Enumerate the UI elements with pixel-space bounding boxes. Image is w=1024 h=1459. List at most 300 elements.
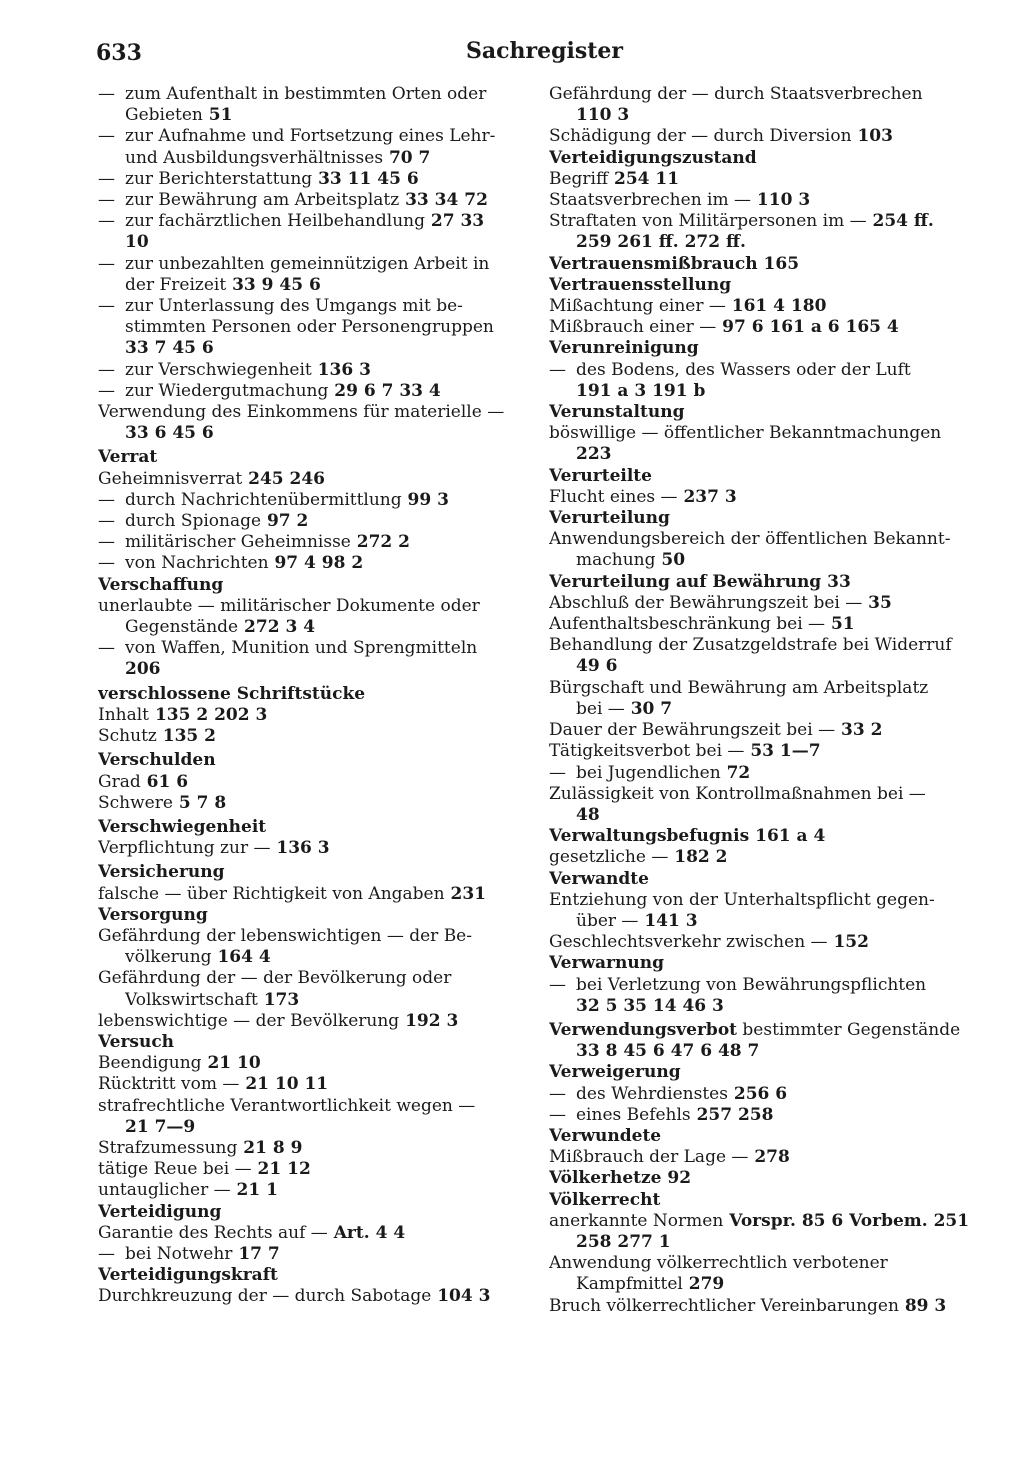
index-entry <box>549 996 977 1017</box>
heading-text: Verurteilte <box>549 465 652 486</box>
page-reference: 21 10 <box>201 1053 261 1074</box>
dash-marker: — <box>98 511 115 532</box>
dash-marker: — <box>98 84 115 104</box>
index-subentry <box>549 763 977 784</box>
entry-text: zum Aufenthalt in bestimmten Orten oder <box>125 84 487 104</box>
heading-text: Vertrauensstellung <box>549 274 732 295</box>
index-entry <box>549 317 977 338</box>
page-reference: 21 10 11 <box>239 1074 329 1095</box>
index-subentry <box>549 1084 977 1105</box>
heading-text: Verwendungsverbot <box>549 1019 738 1040</box>
index-entry <box>549 550 977 571</box>
entry-text: Rücktritt vom — <box>98 1074 240 1095</box>
page-reference: Art. 4 4 <box>327 1222 406 1243</box>
page-reference: 278 <box>748 1147 790 1168</box>
entry-text: Tätigkeitsverbot bei — <box>549 741 745 762</box>
dash-marker: — <box>98 253 115 274</box>
index-heading <box>98 817 520 838</box>
entry-text: Schwere <box>98 792 173 813</box>
index-entry <box>98 1159 520 1180</box>
entry-text: zur Unterlassung des Umgangs mit be- <box>125 296 463 317</box>
index-heading <box>98 1265 520 1286</box>
entry-text: völkerung <box>125 947 212 968</box>
index-entry <box>549 656 977 677</box>
heading-text: Verwaltungsbefugnis <box>549 826 750 847</box>
index-subentry <box>98 126 520 147</box>
page-reference: 97 6 161 a 6 165 4 <box>716 317 899 338</box>
page-reference: 164 4 <box>211 947 271 968</box>
page-reference: 135 2 <box>156 726 217 747</box>
heading-text: Vertrauensmißbrauch <box>549 253 758 274</box>
entry-text: Kampfmittel <box>576 1274 683 1295</box>
index-heading <box>549 402 977 423</box>
entry-text: unerlaubte — militärischer Dokumente oder <box>98 595 480 616</box>
page-reference: 136 3 <box>311 359 371 380</box>
page-reference: 279 <box>682 1274 725 1295</box>
heading-text: Verteidigung <box>98 1201 222 1222</box>
index-entry <box>98 1011 520 1032</box>
index-entry <box>549 487 977 508</box>
index-column-right <box>549 84 977 1317</box>
entry-text: Aufenthaltsbeschränkung bei — <box>549 614 826 635</box>
index-heading <box>549 1062 977 1083</box>
index-entry <box>98 275 520 296</box>
page-reference: 72 <box>720 762 751 783</box>
index-heading <box>549 1168 977 1189</box>
heading-text: Verwarnung <box>549 953 664 974</box>
index-subentry <box>98 84 520 105</box>
dash-marker: — <box>549 762 566 783</box>
page-reference: 104 3 <box>431 1286 491 1307</box>
index-entry <box>549 381 977 402</box>
entry-text: Straftaten von Militärpersonen im — <box>549 211 867 232</box>
index-subentry <box>98 532 520 553</box>
index-heading <box>549 466 977 487</box>
page-reference: 33 2 <box>835 720 883 741</box>
heading-text: Verrat <box>98 447 158 468</box>
page-reference: 30 7 <box>624 698 673 719</box>
entry-text: Beendigung <box>98 1053 202 1074</box>
page-reference: 192 3 <box>399 1010 459 1031</box>
entry-text: Garantie des Rechts auf — <box>98 1222 328 1243</box>
entry-text: und Ausbildungsverhältnisses <box>125 147 384 168</box>
entry-text: bestimmter Gegenstände <box>737 1019 961 1040</box>
index-subentry <box>98 360 520 381</box>
index-heading <box>98 862 520 883</box>
entry-text: Schutz <box>98 726 157 747</box>
entry-text: Gefährdung der lebenswichtigen — der Be- <box>98 925 472 946</box>
dash-marker: — <box>98 489 115 510</box>
dash-marker: — <box>98 638 115 659</box>
index-entry <box>98 1223 520 1244</box>
index-entry <box>549 1211 977 1232</box>
page-reference: 29 6 7 33 4 <box>328 380 441 401</box>
entry-text: Begriff <box>549 168 609 189</box>
entry-text: Gefährdung der — der Bevölkerung oder <box>98 968 452 989</box>
entry-text: untauglicher — <box>98 1180 231 1201</box>
index-entry <box>549 232 977 253</box>
heading-text: Völkerrecht <box>549 1189 661 1210</box>
index-entry <box>98 793 520 814</box>
entry-text: Bürgschaft und Bewährung am Arbeitsplatz <box>549 677 929 698</box>
index-entry <box>98 317 520 338</box>
index-entry <box>98 968 520 989</box>
page-reference: 33 11 45 6 <box>312 168 419 189</box>
entry-text: zur Bewährung am Arbeitsplatz <box>125 190 400 211</box>
index-entry <box>549 847 977 868</box>
page-reference: 256 6 <box>727 1083 788 1104</box>
page-reference: 89 3 <box>898 1295 947 1316</box>
index-entry <box>549 890 977 911</box>
index-entry <box>98 1286 520 1307</box>
entry-text: stimmten Personen oder Personengruppen <box>125 317 494 338</box>
index-heading <box>549 275 977 296</box>
dash-marker: — <box>98 211 115 232</box>
page-reference: 254 ff. <box>866 211 934 232</box>
entry-text: von Waffen, Munition und Sprengmitteln <box>125 638 478 659</box>
index-entry <box>98 990 520 1011</box>
index-subentry <box>549 975 977 996</box>
page-reference: 272 3 4 <box>238 617 316 638</box>
index-entry <box>549 805 977 826</box>
dash-marker: — <box>98 168 115 189</box>
entry-text: böswillige — öffentlicher Bekanntmachungen <box>549 423 942 444</box>
page-reference: 32 5 35 14 46 3 <box>576 995 724 1016</box>
index-entry <box>549 1274 977 1295</box>
entry-text: zur fachärztlichen Heilbehandlung <box>125 211 425 232</box>
index-entry <box>98 1180 520 1201</box>
index-subentry <box>98 211 520 232</box>
page-reference: 141 3 <box>638 910 698 931</box>
entry-text: strafrechtliche Verantwortlichkeit wegen — <box>98 1095 476 1116</box>
index-heading <box>98 1032 520 1053</box>
page-reference: 110 3 <box>751 190 811 211</box>
index-entry <box>549 444 977 465</box>
page-reference: 53 1—7 <box>744 741 821 762</box>
page-reference: 21 12 <box>251 1159 311 1180</box>
entry-text: Grad <box>98 771 141 792</box>
index-entry <box>549 593 977 614</box>
heading-text: Verschwiegenheit <box>98 816 267 837</box>
index-entry <box>98 338 520 359</box>
index-entry <box>549 720 977 741</box>
entry-text: Verpflichtung zur — <box>98 838 271 859</box>
index-entry <box>549 169 977 190</box>
dash-marker: — <box>549 1083 566 1104</box>
index-entry <box>98 838 520 859</box>
index-entry <box>98 148 520 169</box>
entry-text: Gegenstände <box>125 617 239 638</box>
entry-text: Volkswirtschaft <box>125 989 258 1010</box>
page-reference: 161 4 180 <box>725 296 827 317</box>
page-reference: 70 7 <box>383 147 431 168</box>
entry-text: zur Wiedergutmachung <box>125 380 329 401</box>
index-entry <box>98 1117 520 1138</box>
entry-text: von Nachrichten <box>125 553 269 574</box>
dash-marker: — <box>549 974 566 995</box>
page-reference: 152 <box>827 932 869 953</box>
page-reference: 5 7 8 <box>172 792 227 813</box>
entry-text: bei Notwehr <box>125 1243 233 1264</box>
page-reference: 257 258 <box>690 1104 774 1125</box>
entry-text: Bruch völkerrechtlicher Vereinbarungen <box>549 1295 899 1316</box>
entry-text: des Bodens, des Wassers oder der Luft <box>576 359 911 380</box>
index-heading <box>98 447 520 468</box>
index-subentry <box>98 553 520 574</box>
heading-text: Versorgung <box>98 904 208 925</box>
heading-text: Verwundete <box>549 1125 662 1146</box>
heading-text: Verurteilung <box>549 508 670 529</box>
index-entry <box>98 617 520 638</box>
dash-marker: — <box>98 126 115 147</box>
entry-text: über — <box>576 910 639 931</box>
page-reference: 237 3 <box>677 486 737 507</box>
index-subentry <box>98 381 520 402</box>
index-entry <box>98 596 520 617</box>
index-entry <box>549 741 977 762</box>
index-subentry <box>549 1105 977 1126</box>
page-reference: 191 a 3 191 b <box>576 380 706 401</box>
page-reference: 35 <box>862 592 892 613</box>
entry-text: Geschlechtsverkehr zwischen — <box>549 932 828 953</box>
entry-text: Anwendung völkerrechtlich verbotener <box>549 1253 888 1274</box>
dash-marker: — <box>549 1104 566 1125</box>
page-reference: 33 9 45 6 <box>226 274 321 295</box>
entry-text: eines Befehls <box>576 1104 691 1125</box>
entry-text: Schädigung der — durch Diversion <box>549 126 852 147</box>
entry-text: Behandlung der Zusatzgeldstrafe bei Widerruf <box>549 635 952 656</box>
index-entry <box>98 402 520 423</box>
page-reference: 33 6 45 6 <box>125 423 214 444</box>
entry-text: Mißachtung einer — <box>549 296 726 317</box>
index-entry <box>98 232 520 253</box>
dash-marker: — <box>98 296 115 317</box>
index-entry <box>98 423 520 444</box>
heading-text: Verschulden <box>98 750 216 771</box>
page-reference: 206 <box>125 659 161 680</box>
heading-text: Verwandte <box>549 868 649 889</box>
index-heading <box>98 1202 520 1223</box>
index-entry <box>549 105 977 126</box>
index-heading <box>549 1126 977 1147</box>
index-entry <box>98 926 520 947</box>
entry-text: falsche — über Richtigkeit von Angaben <box>98 883 445 904</box>
dash-marker: — <box>98 553 115 574</box>
index-entry <box>98 705 520 726</box>
entry-text: Strafzumessung <box>98 1137 238 1158</box>
index-heading <box>98 750 520 771</box>
page-reference: 50 <box>655 550 686 571</box>
heading-text: Völkerhetze <box>549 1168 662 1189</box>
index-entry <box>549 699 977 720</box>
page-reference: 165 <box>757 253 800 274</box>
page-reference: 99 3 <box>401 489 449 510</box>
dash-marker: — <box>98 532 115 553</box>
heading-text: Versuch <box>98 1031 175 1052</box>
index-entry <box>98 772 520 793</box>
page-reference: 10 <box>125 232 149 253</box>
entry-text: Flucht eines — <box>549 486 678 507</box>
index-subentry <box>98 169 520 190</box>
entry-text: Abschluß der Bewährungszeit bei — <box>549 592 863 613</box>
index-entry <box>98 947 520 968</box>
dash-marker: — <box>549 359 566 380</box>
index-entry <box>549 211 977 232</box>
page-reference: 135 2 202 3 <box>149 704 268 725</box>
page-reference: Vorspr. 85 6 Vorbem. 251 <box>723 1210 970 1231</box>
page-reference: 259 261 ff. 272 ff. <box>576 232 746 253</box>
index-entry <box>549 423 977 444</box>
entry-text: Geheimnisverrat <box>98 468 243 489</box>
page-reference: 17 7 <box>232 1243 280 1264</box>
page-reference: 223 <box>576 444 612 465</box>
heading-text: Verweigerung <box>549 1062 681 1083</box>
index-heading <box>98 575 520 596</box>
entry-text: machung <box>576 550 656 571</box>
index-heading <box>549 254 977 275</box>
heading-text: Verunstaltung <box>549 402 685 423</box>
entry-text: des Wehrdienstes <box>576 1083 728 1104</box>
heading-text: Verschaffung <box>98 574 224 595</box>
page-reference: 27 33 <box>424 211 485 232</box>
entry-text: zur unbezahlten gemeinnützigen Arbeit in <box>125 253 490 274</box>
page-number: 633 <box>96 40 142 66</box>
page-reference: 110 3 <box>576 105 630 126</box>
page-reference: 51 <box>202 105 233 126</box>
page-reference: 48 <box>576 804 600 825</box>
index-column-left <box>98 84 520 1308</box>
entry-text: bei — <box>576 698 625 719</box>
index-subentry <box>549 360 977 381</box>
heading-text: Verteidigungszustand <box>549 147 757 168</box>
entry-text: Inhalt <box>98 704 150 725</box>
page-reference: 61 6 <box>140 771 189 792</box>
index-subentry <box>98 296 520 317</box>
page-reference: 33 34 72 <box>399 190 488 211</box>
page-reference: 92 <box>661 1168 692 1189</box>
entry-text: Entziehung von der Unterhaltspflicht gegen- <box>549 889 935 910</box>
entry-text: Verwendung des Einkommens für materielle — <box>98 402 505 423</box>
heading-text: Verurteilung auf Bewährung <box>549 571 822 592</box>
index-subentry <box>98 190 520 211</box>
page-reference: 254 11 <box>608 168 680 189</box>
entry-text: zur Berichterstattung <box>125 168 313 189</box>
page-reference: 51 <box>825 614 855 635</box>
page-reference: 21 7—9 <box>125 1116 196 1137</box>
entry-text: Durchkreuzung der — durch Sabotage <box>98 1286 432 1307</box>
index-heading <box>549 508 977 529</box>
index-entry <box>549 1041 977 1062</box>
entry-text: zur Aufnahme und Fortsetzung eines Lehr- <box>125 126 496 147</box>
page-reference: 33 7 45 6 <box>125 338 214 359</box>
page-reference: 245 246 <box>242 468 326 489</box>
heading-text: Verteidigungskraft <box>98 1265 278 1286</box>
index-entry <box>98 726 520 747</box>
index-heading <box>549 572 977 593</box>
entry-text: der Freizeit <box>125 274 227 295</box>
index-heading <box>549 148 977 169</box>
index-entry <box>549 911 977 932</box>
page-reference: 231 <box>444 883 486 904</box>
index-heading <box>98 905 520 926</box>
index-entry <box>98 469 520 490</box>
index-heading <box>549 1190 977 1211</box>
index-entry <box>98 884 520 905</box>
index-entry <box>98 1138 520 1159</box>
heading-text: verschlossene Schriftstücke <box>98 683 366 704</box>
entry-text: Gebieten <box>125 105 203 126</box>
entry-text: Zulässigkeit von Kontrollmaßnahmen bei — <box>549 783 926 804</box>
dash-marker: — <box>98 1243 115 1264</box>
index-heading <box>98 684 520 705</box>
index-heading <box>549 953 977 974</box>
page-title: Sachregister <box>466 38 623 64</box>
index-subentry <box>98 1244 520 1265</box>
index-heading <box>549 869 977 890</box>
index-entry <box>549 190 977 211</box>
index-heading <box>549 338 977 359</box>
page-reference: 33 <box>821 571 851 592</box>
index-entry <box>549 126 977 147</box>
entry-text: durch Spionage <box>125 511 262 532</box>
entry-text: militärischer Geheimnisse <box>125 532 351 553</box>
page-reference: 272 2 <box>350 532 411 553</box>
index-heading <box>549 1020 977 1041</box>
entry-text: bei Jugendlichen <box>576 762 721 783</box>
index-entry <box>549 614 977 635</box>
index-heading <box>549 826 977 847</box>
entry-text: Dauer der Bewährungszeit bei — <box>549 720 836 741</box>
index-subentry <box>98 254 520 275</box>
entry-text: lebenswichtige — der Bevölkerung <box>98 1010 400 1031</box>
dash-marker: — <box>98 380 115 401</box>
heading-text: Verunreinigung <box>549 338 699 359</box>
index-subentry <box>98 638 520 659</box>
index-entry <box>98 105 520 126</box>
index-entry <box>98 659 520 680</box>
page-reference: 103 <box>851 126 893 147</box>
index-subentry <box>98 511 520 532</box>
entry-text: gesetzliche — <box>549 847 669 868</box>
page-reference: 97 4 98 2 <box>268 553 364 574</box>
entry-text: Anwendungsbereich der öffentlichen Bekannt- <box>549 529 951 550</box>
entry-text: anerkannte Normen <box>549 1210 724 1231</box>
entry-text: bei Verletzung von Bewährungspflichten <box>576 974 927 995</box>
index-entry <box>549 1147 977 1168</box>
page-reference: 21 1 <box>230 1180 278 1201</box>
page-reference: 21 8 9 <box>237 1137 303 1158</box>
index-entry <box>549 784 977 805</box>
entry-text: zur Verschwiegenheit <box>125 359 312 380</box>
page-reference: 136 3 <box>270 838 330 859</box>
index-entry <box>549 529 977 550</box>
entry-text: Mißbrauch der Lage — <box>549 1147 749 1168</box>
entry-text: Gefährdung der — durch Staatsverbrechen <box>549 84 923 104</box>
dash-marker: — <box>98 190 115 211</box>
index-entry <box>549 932 977 953</box>
dash-marker: — <box>98 359 115 380</box>
index-subentry <box>98 490 520 511</box>
index-entry <box>549 635 977 656</box>
page-reference: 97 2 <box>261 511 309 532</box>
entry-text: tätige Reue bei — <box>98 1159 252 1180</box>
index-entry <box>549 84 977 105</box>
index-entry <box>98 1096 520 1117</box>
index-entry <box>549 1296 977 1317</box>
index-entry <box>549 296 977 317</box>
page-reference: 33 8 45 6 47 6 48 7 <box>576 1041 760 1062</box>
index-entry <box>549 1232 977 1253</box>
